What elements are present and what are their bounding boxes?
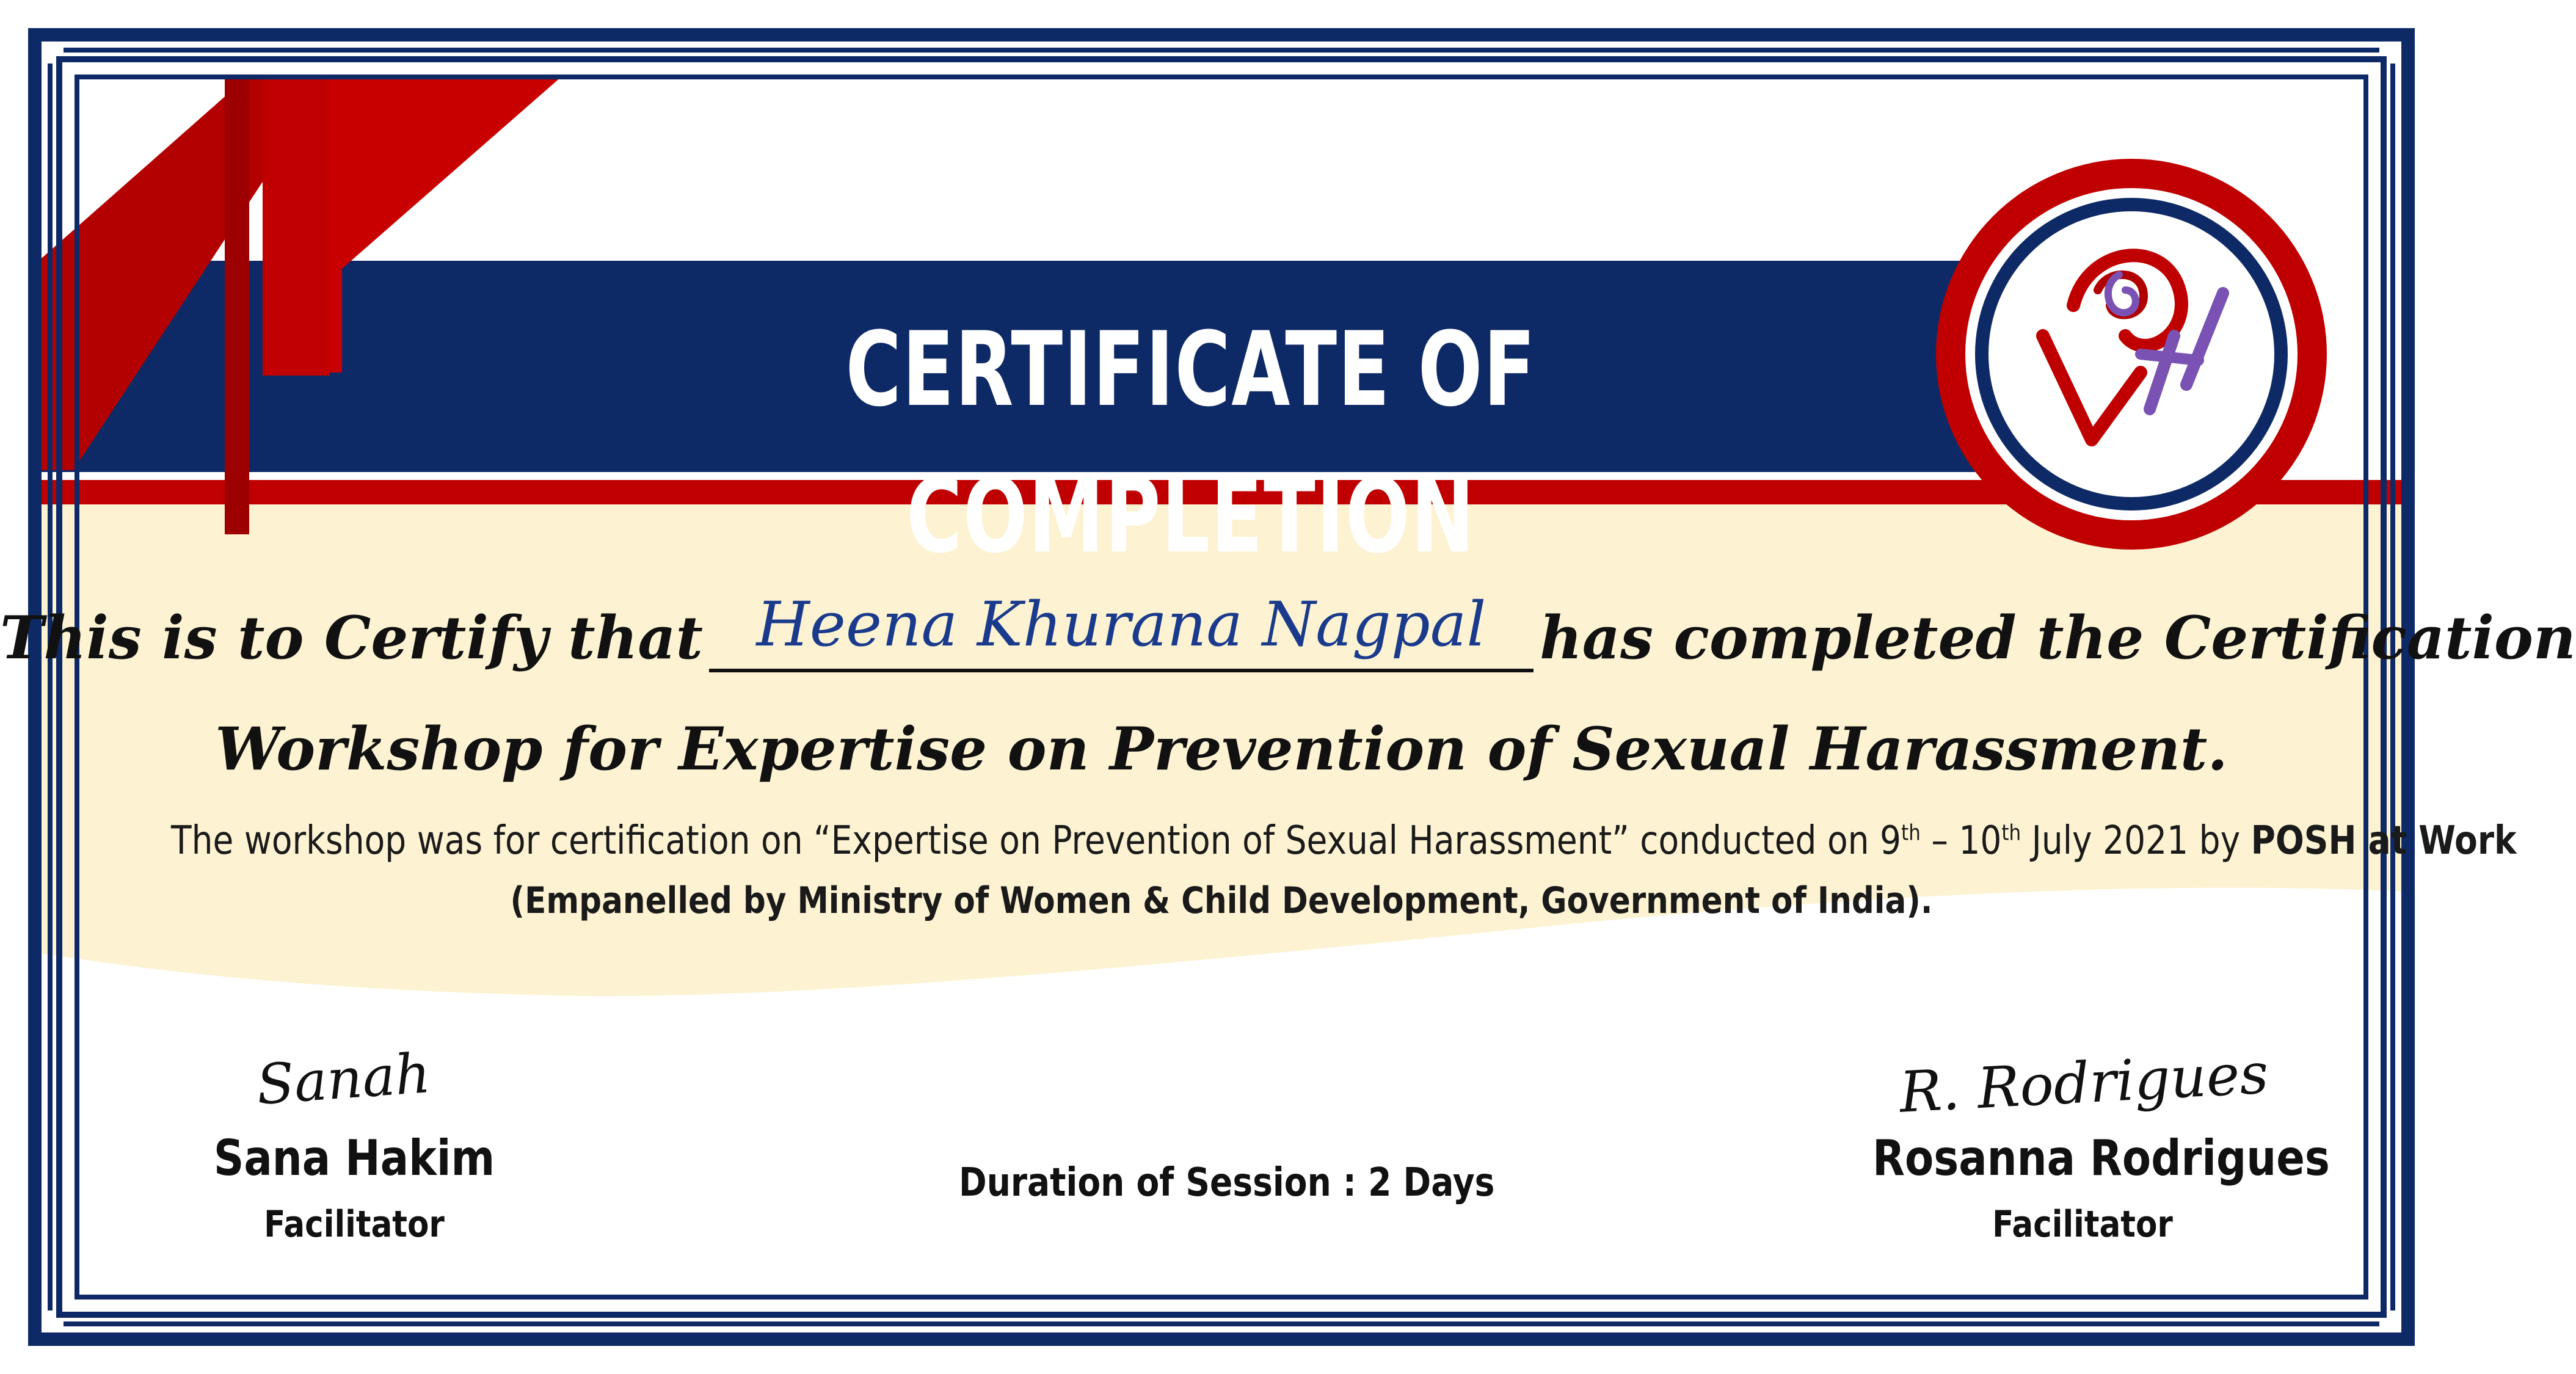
recipient-name-underline xyxy=(709,589,1534,672)
frame-rail-bottom xyxy=(64,1321,2379,1326)
ordinal-suffix-2: th xyxy=(2001,820,2021,846)
organization-name: POSH at Work xyxy=(2250,818,2517,863)
signatory-name-right: Rosanna Rodrigues xyxy=(1872,1130,2330,1187)
session-duration: Duration of Session : 2 Days xyxy=(959,1160,1495,1205)
certify-line xyxy=(0,589,2576,672)
certify-prefix: This is to Certify that xyxy=(0,603,703,672)
description-part-1: The workshop was for certification on “Expertise on Prevention of Sexual Harassment” conducted on 9 xyxy=(171,818,1902,863)
empanelment-note: (Empanelled by Ministry of Women & Child Development, Government of India). xyxy=(510,879,1933,922)
frame-rail-top xyxy=(64,48,2379,53)
certify-suffix: has completed the Certification xyxy=(1539,603,2576,672)
frame-rail-right xyxy=(2390,64,2395,1310)
workshop-line: Workshop for Expertise on Prevention of Sexual Harassment. xyxy=(215,714,2228,783)
ordinal-suffix-1: th xyxy=(1901,820,1921,846)
signatory-role-right: Facilitator xyxy=(1992,1203,2173,1246)
workshop-description xyxy=(171,818,2517,863)
certificate-title: CERTIFICATE OF COMPLETION xyxy=(845,310,1537,576)
signature-right: R. Rodrigues xyxy=(1897,1041,2270,1125)
description-part-2: – 10 xyxy=(1920,818,2002,863)
frame-rail-left xyxy=(48,64,53,1310)
description-part-3: July 2021 by xyxy=(2021,818,2251,863)
signature-left: Sanah xyxy=(254,1041,433,1118)
signatory-role-left: Facilitator xyxy=(264,1203,445,1246)
recipient-name: Heena Khurana Nagpal xyxy=(756,589,1486,660)
posh-logo-seal xyxy=(1930,153,2333,556)
signatory-name-left: Sana Hakim xyxy=(213,1130,495,1187)
